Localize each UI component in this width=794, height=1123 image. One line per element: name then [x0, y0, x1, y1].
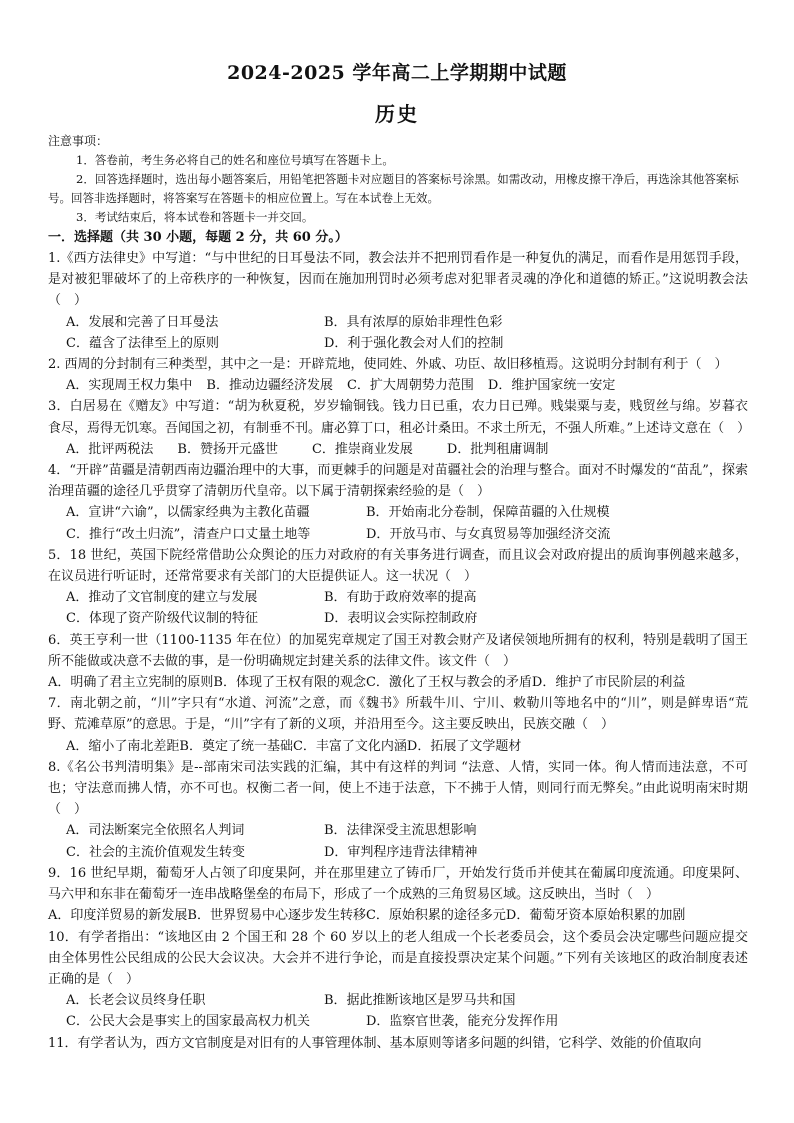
- option-c: C．蕴含了法律至上的原则: [66, 335, 219, 351]
- question-options: [48, 587, 748, 629]
- question-stem: 1.《西方法律史》中写道：“与中世纪的日耳曼法不同，教会法并不把刑罚看作是一种复仇的满足，而看作是用惩罚手段，是对被犯罪破坏了的上帝秩序的一种恢复，因而在施加刑罚时必须考虑对犯罪者灵魂的净化和道德的矫正。”这说明教会法（ ）: [48, 251, 748, 309]
- option-a: A．推动了文官制度的建立与发展: [66, 590, 258, 606]
- option-d: D．利于强化教会对人们的控制: [324, 335, 504, 351]
- question-stem: 3．白居易在《赠友》中写道：“胡为秋夏税，岁岁输铜钱。钱力日已重，农力日已殚。贱粜粟与麦，贱贸丝与绵。岁暮衣食尽，焉得无饥寒。吾闻国之初，有制垂不刊。庸必算丁口，租必计桑田。不求土所无，不强人所难。”上述诗文意在（ ）: [48, 399, 751, 436]
- option-c: C．丰富了文化内涵: [292, 738, 407, 754]
- option-a: A．明确了君主立宪制的原则: [48, 675, 214, 691]
- option-c: C．社会的主流价值观发生转变: [66, 844, 245, 860]
- question-options: [48, 736, 748, 757]
- option-b: B．有助于政府效率的提高: [324, 590, 477, 606]
- option-d: D．批判租庸调制: [446, 441, 549, 457]
- option-b: B．开始南北分卷制，保障苗疆的入仕规模: [366, 505, 610, 521]
- option-d: D．葡萄牙资本原始积累的加剧: [505, 908, 686, 924]
- option-b: B．奠定了统一基础: [179, 738, 293, 754]
- question-stem: 6．英王亨利一世（1100-1135 年在位）的加冕宪章规定了国王对教会财产及诸侯领地所拥有的权利，特别是载明了国王所不能做或决意不去做的事，是一份明确规定封建关系的法律文件。该文件（ ）: [48, 632, 748, 669]
- option-a: A．批评两税法: [66, 441, 154, 457]
- option-a: A．司法断案完全依照名人判词: [66, 823, 245, 839]
- question-options: [48, 502, 748, 544]
- option-b: B．法律深受主流思想影响: [324, 823, 477, 839]
- option-b: B．赞扬开元盛世: [177, 441, 278, 457]
- option-d: D．监察官世袭，能充分发挥作用: [366, 1014, 559, 1030]
- subject-title: 历史: [375, 102, 419, 126]
- option-a: A．印度洋贸易的新发展: [48, 908, 188, 924]
- option-c: C．激化了王权与教会的矛盾: [365, 675, 532, 691]
- option-a: A．长老会议员终身任职: [66, 993, 206, 1009]
- question-options: [48, 820, 748, 862]
- option-c: C．推行“改土归流”，清查户口丈量土地等: [66, 526, 311, 542]
- question-options: [48, 439, 748, 460]
- option-d: D．拓展了文学题材: [406, 738, 522, 754]
- option-c: C．推崇商业发展: [311, 441, 413, 457]
- question-stem: 9．16 世纪早期，葡萄牙人占领了印度果阿，并在那里建立了铸币厂，开始发行货币并使其在葡属印度流通。印度果阿、马六甲和东非在葡萄牙一连串战略堡垒的布局下，形成了一个成熟的三角贸易区域。这反映出，当时（ ）: [48, 865, 748, 903]
- notice-item: 3．考试结束后，将本试卷和答题卡一并交回。: [76, 210, 314, 224]
- question-options: [48, 990, 748, 1032]
- question-options: [48, 905, 748, 926]
- question-options: [48, 375, 748, 396]
- question-stem: 2. 西周的分封制有三种类型，其中之一是：开辟荒地，使同姓、外戚、功臣、故旧移植焉。这说明分封制有利于（ ）: [48, 357, 728, 373]
- question-stem: 8.《名公书判清明集》是--部南宋司法实践的汇编，其中有这样的判词 “法意、人情，实同一体。徇人情而违法意，不可也；守法意而拂人情，亦不可也。权衡二者一间，使上不违于法意，下不拂于人情，则同行而无弊矣。”由此说明南宋时期（ ）: [48, 759, 748, 818]
- exam-title: 2024-2025 学年高二上学期期中试题: [227, 62, 567, 84]
- option-d: D．审判程序违背法律精神: [324, 844, 478, 860]
- option-c: C．扩大周朝势力范围: [346, 378, 474, 394]
- option-a: A．发展和完善了日耳曼法: [66, 314, 219, 330]
- option-d: D．开放马市、与女真贸易等加强经济交流: [366, 526, 611, 542]
- notice-item: 2．回答选择题时，选出每小题答案后，用铅笔把答题卡对应题目的答案标号涂黑。如需改动，用橡皮擦干净后，再选涂其他答案标号。回答非选择题时，将答案写在答题卡的相应位置上。写在本试卷上无效。: [48, 172, 739, 205]
- option-b: B．具有浓厚的原始非理性色彩: [324, 314, 503, 330]
- option-d: D．表明议会实际控制政府: [324, 611, 478, 627]
- question-stem: 10．有学者指出：“该地区由 2 个国王和 28 个 60 岁以上的老人组成一个长老委员会，这个委员会决定哪些问题应提交由全体男性公民组成的公民大会议决。大会并不进行争论，而是直接投票决定某个问题。”下列有关该地区的政治制度表述正确的是（ ）: [48, 929, 748, 987]
- question-stem: 4．“开辟”苗疆是清朝西南边疆治理中的大事，而更棘手的问题是对苗疆社会的治理与整合。面对不时爆发的“苗乱”，探索治理苗疆的途径几乎贯穿了清朝历代皇帝。以下属于清朝探索经验的是（ ）: [48, 463, 748, 500]
- question-options: [48, 312, 748, 354]
- section-heading: 一．选择题（共 30 小题，每题 2 分，共 60 分。）: [48, 230, 348, 245]
- option-d: D．维护国家统一安定: [487, 378, 616, 394]
- option-b: B．推动边疆经济发展: [206, 378, 333, 394]
- notice-item: 1．答卷前，考生务必将自己的姓名和座位号填写在答题卡上。: [76, 153, 394, 167]
- option-b: B．体现了王权有限的观念: [213, 675, 366, 691]
- option-b: B．据此推断该地区是罗马共和国: [324, 993, 516, 1009]
- question-stem: 7．南北朝之前，“川”字只有“水道、河流”之意，而《魏书》所载牛川、宁川、敕勒川等地名中的“川”，则是鲜卑语“荒野、荒滩草原”的意思。于是，“川”字有了新的义项，并沿用至今。这主要反映出，民族交融（ ）: [48, 696, 748, 733]
- option-d: D．维护了市民阶层的利益: [531, 675, 686, 691]
- option-c: C．公民大会是事实上的国家最高权力机关: [66, 1014, 310, 1030]
- option-a: A．实现周王权力集中: [66, 378, 193, 394]
- question-stem: 5．18 世纪，英国下院经常借助公众舆论的压力对政府的有关事务进行调查，而且议会对政府提出的质询事例越来越多，在议员进行听证时，还常常要求有关部门的大臣提供证人。这一状况（ ）: [48, 547, 748, 585]
- notice-title: 注意事项：: [48, 134, 109, 148]
- option-a: A．宣讲“六谕”，以儒家经典为主教化苗疆: [66, 505, 310, 521]
- question-stem: 11．有学者认为，西方文官制度是对旧有的人事管理体制、基本原则等诸多问题的纠错，它科学、效能的价值取向: [48, 1035, 702, 1051]
- option-c: C．体现了资产阶级代议制的特征: [66, 611, 258, 627]
- option-a: A．缩小了南北差距: [66, 738, 180, 754]
- option-c: C．原始积累的途径多元: [365, 908, 506, 924]
- option-b: B．世界贸易中心逐步发生转移: [187, 908, 366, 924]
- question-options: [48, 672, 748, 693]
- exam-content: [48, 131, 751, 1054]
